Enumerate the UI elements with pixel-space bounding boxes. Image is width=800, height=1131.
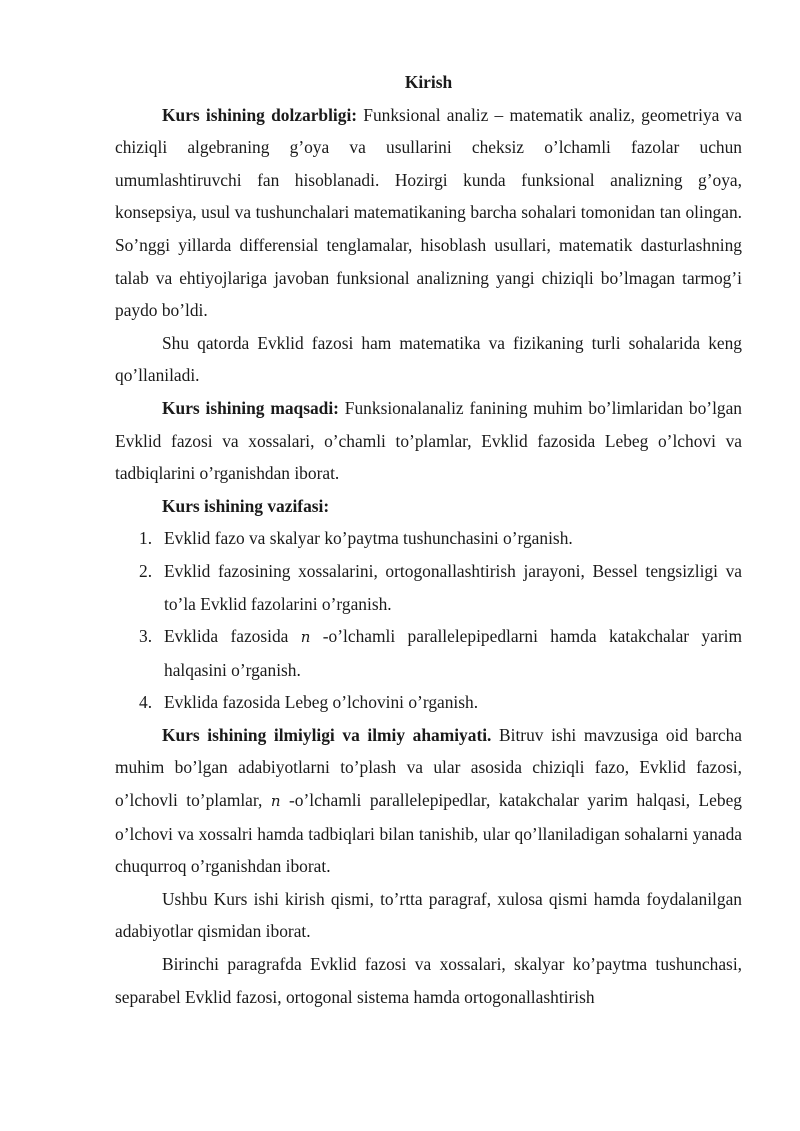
math-variable-n: n xyxy=(270,792,281,811)
paragraph-significance xyxy=(115,719,742,883)
list-item xyxy=(115,686,742,719)
list-item xyxy=(115,555,742,620)
paragraph-goal xyxy=(115,392,742,490)
paragraph-euclid-usage: Shu qatorda Evklid fazosi ham matematika va fizikaning turli sohalarida keng qo’llaniladi. xyxy=(115,332,742,386)
significance-text-before: Bitruv ishi mavzusiga oid barcha muhim bo’lgan adabiyotlarni to’plash va ular asosida chiziqli fazo, Evklid fazosi, o’lchovli to’plamlar, xyxy=(115,724,742,811)
tasks-list xyxy=(115,522,742,719)
list-item-number: 1. xyxy=(139,528,153,549)
relevance-heading: Kurs ishining dolzarbligi: xyxy=(162,104,358,125)
paragraph-first-section: Birinchi paragrafda Evklid fazosi va xossalari, skalyar ko’paytma tushunchasi, separabel Evklid fazosi, ortogonal sistema hamda ortogonallashtirish xyxy=(115,954,742,1007)
list-item-text: Evklid fazosining xossalarini, ortogonallashtirish jarayoni, Bessel tengsizligi va to’la Evklid fazolarini o’rganish. xyxy=(164,560,742,614)
document-body xyxy=(115,66,742,1013)
paragraph-relevance xyxy=(115,99,742,327)
goal-heading: Kurs ishining maqsadi: xyxy=(162,397,339,418)
list-item-number: 2. xyxy=(139,560,153,581)
tasks-heading-line xyxy=(115,490,742,523)
tasks-heading: Kurs ishining vazifasi: xyxy=(162,495,330,516)
list-item-text: Evklid fazo va skalyar ko’paytma tushunchasini o’rganish. xyxy=(164,528,573,549)
list-item xyxy=(115,620,742,686)
paragraph-structure: Ushbu Kurs ishi kirish qismi, to’rtta paragraf, xulosa qismi hamda foydalanilgan adabiyotlar qismidan iborat. xyxy=(115,888,742,942)
list-item-number: 4. xyxy=(139,692,153,713)
math-variable-n: n xyxy=(300,628,311,647)
list-item-text: Evklida fazosida Lebeg o’lchovini o’rganish. xyxy=(164,692,479,713)
list-item xyxy=(115,522,742,555)
list-item-text-before: Evklida fazosida xyxy=(164,626,301,647)
significance-text-after: -o’lchamli parallelepipedlar, katakchalar yarim halqasi, Lebeg o’lchovi va xossalri hamda tadbiqlari bilan tanishib, ular qo’llaniladigan sohalarni yanada chuqurroq o’rganishdan iborat. xyxy=(115,790,742,877)
goal-text: Funksionalanaliz fanining muhim bo’limlaridan bo’lgan Evklid fazosi va xossalari, o’chamli to’plamlar, Evklid fazosida Lebeg o’lchovi va tadbiqlarini o’rganishdan iborat. xyxy=(115,397,743,484)
list-item-number: 3. xyxy=(139,626,153,647)
list-item-text-after: -o’lchamli parallelepipedlarni hamda katakchalar yarim halqasini o’rganish. xyxy=(164,626,742,680)
section-title: Kirish xyxy=(404,72,453,92)
significance-heading: Kurs ishining ilmiyligi va ilmiy ahamiyati. xyxy=(162,724,492,745)
relevance-text: Funksional analiz – matematik analiz, geometriya va chiziqli algebraning g’oya va usullarini cheksiz o’lchamli fazolar uchun umumlashtiruvchi fan hisoblanadi. Hozirgi kunda funksional analizning g’oya, konsepsiya, usul va tushunchalari matematikaning barcha sohalari tomonidan tan olingan. So’nggi yillarda differensial tenglamalar, hisoblash usullari, matematik dasturlashning talab va ehtiyojlariga javoban funksional analizning yangi chiziqli bo’lmagan tarmog’i paydo bo’ldi. xyxy=(115,104,742,321)
